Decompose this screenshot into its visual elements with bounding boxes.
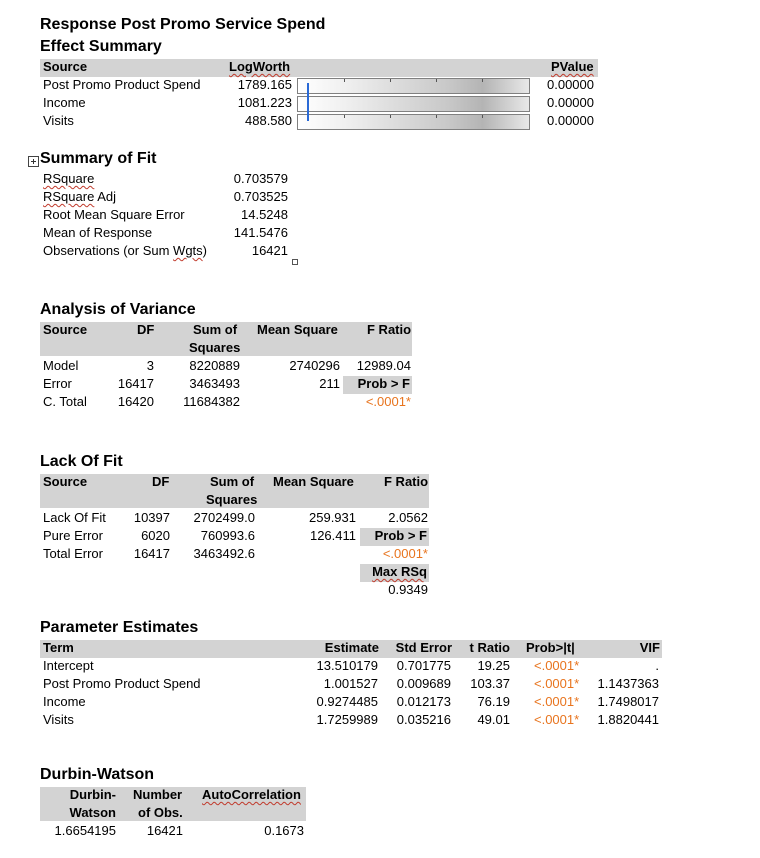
effect-row-pvalue: 0.00000 — [547, 95, 594, 110]
fit-value: 0.703579 — [233, 171, 288, 186]
fit-label: RSquare Adj — [43, 189, 116, 204]
lof-source: Total Error — [43, 546, 103, 561]
effect-row-source: Income — [43, 95, 86, 110]
lof-ss: 2702499.0 — [193, 510, 255, 525]
lof-df: 10397 — [133, 510, 170, 525]
pe-term: Intercept — [43, 658, 94, 673]
effect-summary-heading[interactable]: Effect Summary — [40, 38, 162, 55]
col-pvalue[interactable]: PValue — [551, 59, 594, 74]
effect-row-pvalue: 0.00000 — [547, 77, 594, 92]
summary-of-fit-heading[interactable]: Summary of Fit — [40, 150, 157, 167]
col-source[interactable]: Source — [43, 322, 88, 337]
report-title: Response Post Promo Service Spend — [40, 16, 326, 33]
col-df[interactable]: DF — [137, 322, 155, 337]
fit-label: RSquare — [43, 171, 95, 186]
pe-vif: 1.7498017 — [597, 694, 659, 709]
col-sum-of-squares-line2: Squares — [189, 340, 241, 355]
pe-stderr: 0.701775 — [396, 658, 451, 673]
col-number-of-obs[interactable]: Number — [133, 787, 183, 802]
pe-stderr: 0.012173 — [396, 694, 451, 709]
lof-ss: 760993.6 — [200, 528, 255, 543]
pe-tratio: 19.25 — [477, 658, 510, 673]
fit-value: 14.5248 — [241, 207, 288, 222]
pe-estimate: 13.510179 — [316, 658, 378, 673]
col-source[interactable]: Source — [43, 59, 88, 74]
col-vif[interactable]: VIF — [639, 640, 660, 655]
col-durbin-watson-line2: Watson — [69, 805, 116, 820]
lof-df: 6020 — [141, 528, 170, 543]
lof-prob-value: <.0001* — [382, 546, 428, 561]
col-mean-square[interactable]: Mean Square — [257, 322, 338, 337]
col-std-error[interactable]: Std Error — [395, 640, 452, 655]
effect-summary-header-row — [40, 59, 598, 77]
effect-row-source: Visits — [43, 113, 74, 128]
pe-tratio: 103.37 — [470, 676, 510, 691]
anova-ss: 11684382 — [183, 394, 240, 409]
pe-tratio: 49.01 — [477, 712, 510, 727]
anova-source: Error — [43, 376, 72, 391]
dw-autocorrelation: 0.1673 — [264, 823, 304, 838]
anova-source: Model — [43, 358, 79, 373]
effect-row-logworth: 1789.165 — [237, 77, 292, 92]
anova-f: 12989.04 — [356, 358, 411, 373]
col-autocorrelation[interactable]: AutoCorrelation — [202, 787, 301, 802]
logworth-bar — [297, 96, 530, 112]
lof-ms: 259.931 — [309, 510, 356, 525]
lof-source: Lack Of Fit — [43, 510, 106, 525]
col-prob-t[interactable]: Prob>|t| — [526, 640, 575, 655]
pe-vif: 1.1437363 — [597, 676, 659, 691]
col-t-ratio[interactable]: t Ratio — [469, 640, 510, 655]
anova-prob-value: <.0001* — [365, 394, 411, 409]
anova-df: 16420 — [117, 394, 154, 409]
expand-icon[interactable] — [28, 156, 39, 167]
effect-row-pvalue: 0.00000 — [547, 113, 594, 128]
col-number-of-obs-line2: of Obs. — [138, 805, 183, 820]
logworth-bar — [297, 78, 530, 94]
col-df[interactable]: DF — [152, 474, 170, 489]
parameter-estimates-heading[interactable]: Parameter Estimates — [40, 619, 199, 636]
pe-prob: <.0001* — [534, 676, 580, 691]
anova-df: 16417 — [117, 376, 154, 391]
effect-row-logworth: 488.580 — [245, 113, 292, 128]
col-f-ratio[interactable]: F Ratio — [367, 322, 412, 337]
fit-label: Root Mean Square Error — [43, 207, 185, 222]
durbin-watson-heading[interactable]: Durbin-Watson — [40, 766, 155, 783]
lof-ms: 126.411 — [309, 528, 356, 543]
pe-vif: 1.8820441 — [597, 712, 659, 727]
fit-value: 16421 — [251, 243, 288, 258]
pe-tratio: 76.19 — [477, 694, 510, 709]
anova-heading[interactable]: Analysis of Variance — [40, 301, 196, 318]
pe-term: Post Promo Product Spend — [43, 676, 201, 691]
lof-maxrsq-value: 0.9349 — [388, 582, 428, 597]
col-sum-of-squares-line2: Squares — [206, 492, 258, 507]
col-sum-of-squares[interactable]: Sum of — [193, 322, 238, 337]
lack-of-fit-heading[interactable]: Lack Of Fit — [40, 453, 123, 470]
col-sum-of-squares[interactable]: Sum of — [210, 474, 255, 489]
anova-ms: 2740296 — [289, 358, 340, 373]
col-logworth[interactable]: LogWorth — [229, 59, 291, 74]
fit-label: Observations (or Sum Wgts) — [43, 243, 208, 258]
pe-stderr: 0.035216 — [396, 712, 451, 727]
dw-n-obs: 16421 — [146, 823, 183, 838]
anova-prob-label[interactable]: Prob > F — [357, 376, 410, 391]
dw-value: 1.6654195 — [54, 823, 116, 838]
fit-value: 0.703525 — [233, 189, 288, 204]
pe-estimate: 1.001527 — [323, 676, 378, 691]
anova-source: C. Total — [43, 394, 87, 409]
lof-maxrsq-label[interactable]: Max RSq — [372, 564, 427, 579]
pe-term: Visits — [43, 712, 74, 727]
col-estimate[interactable]: Estimate — [324, 640, 379, 655]
logworth-bar — [297, 114, 530, 130]
lof-f: 2.0562 — [388, 510, 428, 525]
col-mean-square[interactable]: Mean Square — [273, 474, 354, 489]
anova-ms: 211 — [319, 376, 340, 391]
anova-ss: 3463493 — [189, 376, 240, 391]
lof-prob-label[interactable]: Prob > F — [374, 528, 427, 543]
anova-df: 3 — [146, 358, 154, 373]
effect-row-logworth: 1081.223 — [237, 95, 292, 110]
lof-source: Pure Error — [43, 528, 103, 543]
fit-label: Mean of Response — [43, 225, 153, 240]
lof-ss: 3463492.6 — [193, 546, 255, 561]
pe-estimate: 1.7259989 — [316, 712, 378, 727]
pe-prob: <.0001* — [534, 658, 580, 673]
col-source[interactable]: Source — [43, 474, 88, 489]
col-f-ratio[interactable]: F Ratio — [384, 474, 429, 489]
pe-stderr: 0.009689 — [396, 676, 451, 691]
pe-estimate: 0.9274485 — [316, 694, 378, 709]
resize-handle[interactable] — [292, 259, 298, 265]
anova-ss: 8220889 — [189, 358, 240, 373]
pe-term: Income — [43, 694, 86, 709]
col-durbin-watson[interactable]: Durbin- — [69, 787, 116, 802]
pe-vif: . — [655, 658, 659, 673]
pe-prob: <.0001* — [534, 694, 580, 709]
lof-df: 16417 — [133, 546, 170, 561]
effect-row-source: Post Promo Product Spend — [43, 77, 201, 92]
fit-value: 141.5476 — [233, 225, 288, 240]
pe-prob: <.0001* — [534, 712, 580, 727]
col-term[interactable]: Term — [43, 640, 74, 655]
logworth-reference-line[interactable] — [307, 83, 309, 121]
